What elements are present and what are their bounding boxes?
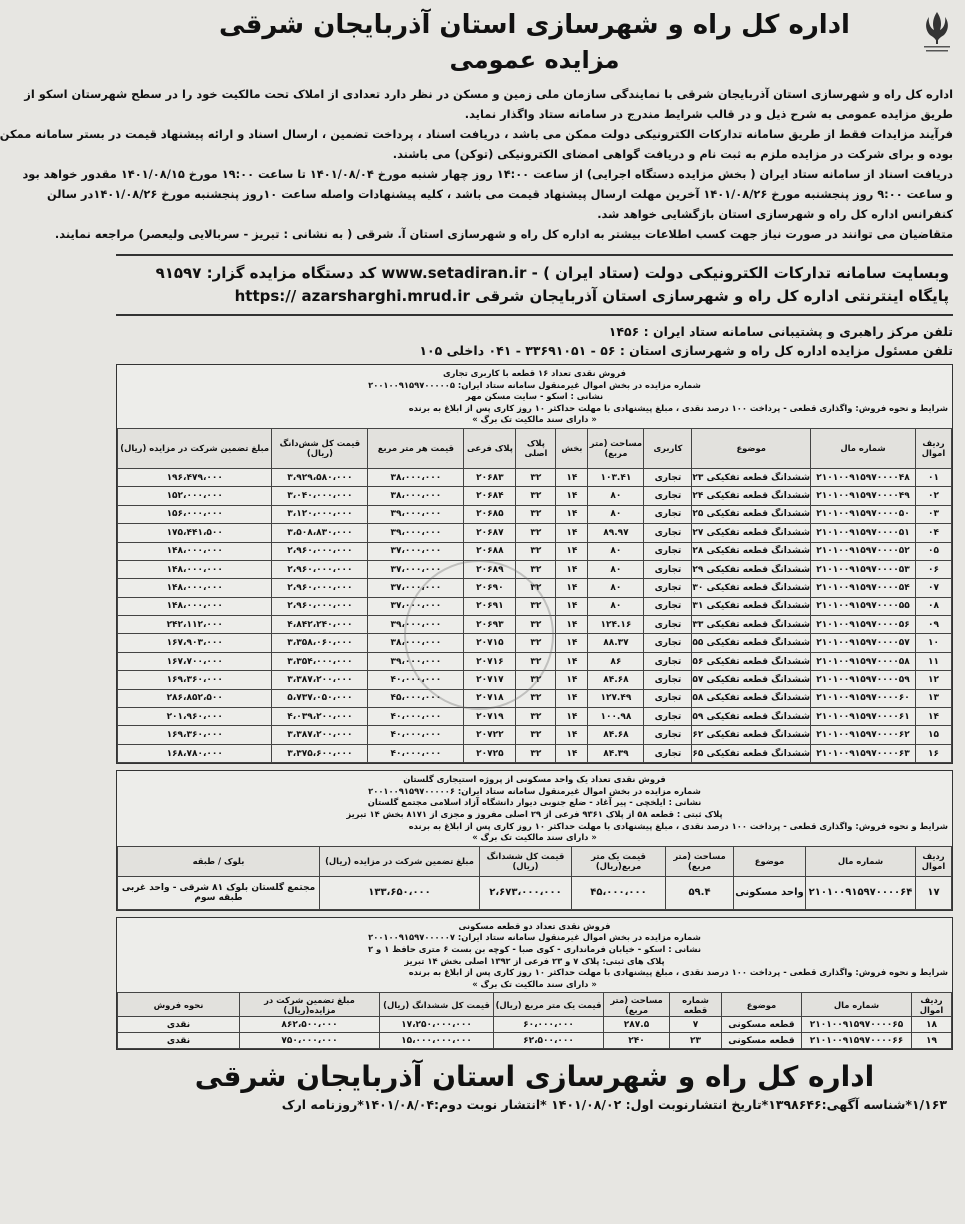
table-cell: ۴۰،۰۰۰،۰۰۰	[368, 708, 464, 726]
table-cell: ۱۴	[556, 524, 588, 542]
table-cell: ۸۹.۹۷	[588, 524, 644, 542]
table-cell: ۳،۳۵۴،۰۰۰،۰۰۰	[272, 652, 368, 670]
column-header: مبلغ تضمین شرکت در مزایده(ریال)	[240, 993, 380, 1017]
table-cell: تجاری	[644, 597, 692, 615]
table-cell: ۲۸۷.۵	[604, 1017, 670, 1033]
table-cell: ششدانگ قطعه تفکیکی ۶۵	[692, 744, 811, 762]
table-cell: ۳،۳۸۷،۲۰۰،۰۰۰	[272, 726, 368, 744]
table-cell: ۲۰۶۹۳	[464, 616, 516, 634]
table-cell: قطعه مسکونی	[722, 1033, 802, 1049]
table-cell: ششدانگ قطعه تفکیکی ۲۹	[692, 560, 811, 578]
table-cell: ۱۰۳.۴۱	[588, 468, 644, 486]
table-row	[118, 487, 952, 505]
table-cell: ۲۰۶۹۱	[464, 597, 516, 615]
section-heading: فروش نقدی تعداد دو قطعه مسکونی	[458, 920, 611, 931]
section-residential-unit	[116, 770, 953, 911]
table-cell: ۱۶۹،۳۶۰،۰۰۰	[118, 726, 272, 744]
intro-line: فرآیند مزایدات فقط از طریق سامانه تدارکات الکترونیکی دولت ممکن می باشد ، دریافت اسناد ، پرداخت تضمین ، ارسال اسناد و ارائه پیشنهاد قیمت در بستر سامانه ممکن	[0, 127, 953, 141]
table-cell: ۲۰۶۸۴	[464, 487, 516, 505]
section-residential-plots	[116, 917, 953, 1051]
table-cell: ۰۲	[916, 487, 952, 505]
table-cell: ۳۷،۰۰۰،۰۰۰	[368, 579, 464, 597]
column-header: قیمت کل ششدانگ (ریال)	[480, 846, 572, 876]
table-cell: ۲۰۶۸۸	[464, 542, 516, 560]
table-cell: تجاری	[644, 634, 692, 652]
table-cell: ۱۲	[916, 671, 952, 689]
table-cell: ۳۹،۰۰۰،۰۰۰	[368, 616, 464, 634]
table-cell: ۱۴	[556, 487, 588, 505]
table-row	[118, 524, 952, 542]
table-cell: ۱۳۳،۶۵۰،۰۰۰	[320, 876, 480, 909]
sale-terms: شرایط و نحوه فروش: واگذاری قطعی - پرداخت ۱۰۰ درصد نقدی ، مبلغ پیشنهادی با مهلت حداکثر ۱۰ روز کاری پس از ابلاغ به برنده	[408, 820, 948, 831]
table-cell: ۸۴.۶۸	[588, 726, 644, 744]
website-info-box	[116, 254, 953, 316]
auction-number: شماره مزایده در بخش اموال غیرمنقول سامانه ستاد ایران: ۲۰۰۱۰۰۹۱۵۹۷۰۰۰۰۰۵	[368, 379, 701, 390]
table-cell: ۲۰۶۹۰	[464, 579, 516, 597]
auction-number: شماره مزایده در بخش اموال غیرمنقول سامانه ستاد ایران: ۲۰۰۱۰۰۹۱۵۹۷۰۰۰۰۰۶	[368, 785, 701, 796]
table-cell: ۱۶	[916, 744, 952, 762]
table-cell: ۱۶۸،۷۸۰،۰۰۰	[118, 744, 272, 762]
table-cell: ششدانگ قطعه تفکیکی ۳۰	[692, 579, 811, 597]
table-cell: ۲۱۰۱۰۰۹۱۵۹۷۰۰۰۰۵۲	[811, 542, 916, 560]
table-cell: تجاری	[644, 689, 692, 707]
column-header: ردیف اموال	[916, 428, 952, 468]
office-website-line[interactable]: پایگاه اینترنتی اداره کل راه و شهرسازی استان آذربایجان شرقی https:// azarsharghi.mrud.ir	[234, 287, 949, 305]
table-cell: ششدانگ قطعه تفکیکی ۲۳	[692, 468, 811, 486]
title-deed-note: « دارای سند مالکیت تک برگ »	[472, 832, 597, 843]
table-cell: ۱۷	[916, 876, 952, 909]
table-cell: ۷۵۰،۰۰۰،۰۰۰	[240, 1033, 380, 1049]
column-header: شماره قطعه	[670, 993, 722, 1017]
table-cell: قطعه مسکونی	[722, 1017, 802, 1033]
page-subtitle: مزایده عمومی	[449, 46, 620, 74]
table-cell: ۲۴۰	[604, 1033, 670, 1049]
residential-plots-table	[117, 992, 952, 1049]
table-cell: ششدانگ قطعه تفکیکی ۵۸	[692, 689, 811, 707]
table-cell: ۲۸۶،۸۵۲،۵۰۰	[118, 689, 272, 707]
column-header: مساحت (متر مربع)	[604, 993, 670, 1017]
table-cell: ۱۲۷.۴۹	[588, 689, 644, 707]
table-cell: تجاری	[644, 744, 692, 762]
table-cell: ۰۹	[916, 616, 952, 634]
table-cell: ۴،۸۴۲،۲۴۰،۰۰۰	[272, 616, 368, 634]
registry-plate: پلاک ثبتی : قطعه ۵۸ از پلاک ۹۳۶۱ فرعی از ۲۹ اصلی مفروز و مجزی از ۸۱۷۱ بخش ۱۴ تبریز	[346, 809, 723, 819]
table-cell: ۲،۹۶۰،۰۰۰،۰۰۰	[272, 597, 368, 615]
table-cell: ۱۱	[916, 652, 952, 670]
table-cell: ۱۹	[912, 1033, 952, 1049]
table-cell: ۲۰۷۲۲	[464, 726, 516, 744]
table-row	[118, 560, 952, 578]
table-cell: ۱۵۶،۰۰۰،۰۰۰	[118, 505, 272, 523]
table-cell: تجاری	[644, 487, 692, 505]
table-cell: ۰۷	[916, 579, 952, 597]
table-row	[118, 505, 952, 523]
table-cell: ششدانگ قطعه تفکیکی ۵۷	[692, 671, 811, 689]
table-cell: تجاری	[644, 708, 692, 726]
table-cell: ۳،۳۵۸،۰۶۰،۰۰۰	[272, 634, 368, 652]
table-cell: ۴۰،۰۰۰،۰۰۰	[368, 726, 464, 744]
table-cell: ۱۴	[916, 708, 952, 726]
column-header: مساحت (متر مربع)	[588, 428, 644, 468]
stamp-mark	[404, 560, 554, 710]
table-cell: ۰۸	[916, 597, 952, 615]
intro-line: دریافت اسناد از سامانه ستاد ایران ( بخش مزایده دستگاه اجرایی) از ساعت ۱۴:۰۰ روز چهار شنبه مورخ ۱۴۰۱/۰۸/۰۴ تا ساعت ۱۹:۰۰ مورخ ۱۴۰۱/۰۸/۱۵ مقدور خواهد بود	[22, 167, 953, 181]
section-header	[117, 771, 952, 846]
table-cell: ۳۲	[516, 487, 556, 505]
table-cell: ۲۰۶۸۵	[464, 505, 516, 523]
table-cell: ۳۲	[516, 579, 556, 597]
table-cell: مجتمع گلستان بلوک ۸۱ شرقی - واحد غربی طبقه سوم	[118, 876, 320, 909]
support-phone: تلفن مرکز راهبری و پشتیبانی سامانه ستاد ایران : ۱۴۵۶	[608, 324, 953, 339]
table-cell: ۲۱۰۱۰۰۹۱۵۹۷۰۰۰۰۶۵	[802, 1017, 912, 1033]
table-cell: تجاری	[644, 616, 692, 634]
table-cell: ۶۲،۵۰۰،۰۰۰	[494, 1033, 604, 1049]
table-cell: ۳۹،۰۰۰،۰۰۰	[368, 505, 464, 523]
table-cell: ۶۰،۰۰۰،۰۰۰	[494, 1017, 604, 1033]
intro-line: اداره کل راه و شهرسازی استان آذربایجان شرقی با نمایندگی سازمان ملی زمین و مسکن در نظر دارد تعدادی از املاک تحت مالکیت خود را در سطح شهرستان اسکو از	[24, 87, 953, 101]
table-cell: ۱۴	[556, 708, 588, 726]
table-cell: ۰۱	[916, 468, 952, 486]
table-cell: ششدانگ قطعه تفکیکی ۵۶	[692, 652, 811, 670]
table-cell: ۱۶۷،۹۰۳،۰۰۰	[118, 634, 272, 652]
table-cell: ۲،۹۶۰،۰۰۰،۰۰۰	[272, 542, 368, 560]
column-header: شماره مال	[802, 993, 912, 1017]
table-cell: ۱۹۶،۴۷۹،۰۰۰	[118, 468, 272, 486]
table-cell: نقدی	[118, 1017, 240, 1033]
table-cell: ۲۱۰۱۰۰۹۱۵۹۷۰۰۰۰۵۹	[811, 671, 916, 689]
section-commercial-plots	[116, 364, 953, 764]
table-cell: ششدانگ قطعه تفکیکی ۵۵	[692, 634, 811, 652]
table-cell: ۲۱۰۱۰۰۹۱۵۹۷۰۰۰۰۴۸	[811, 468, 916, 486]
table-cell: ۲۱۰۱۰۰۹۱۵۹۷۰۰۰۰۵۵	[811, 597, 916, 615]
table-cell: ۲۱۰۱۰۰۹۱۵۹۷۰۰۰۰۵۶	[811, 616, 916, 634]
table-cell: ۱۰۰.۹۸	[588, 708, 644, 726]
table-cell: ۱۸	[912, 1017, 952, 1033]
table-cell: واحد مسکونی	[734, 876, 806, 909]
table-cell: ۳،۱۲۰،۰۰۰،۰۰۰	[272, 505, 368, 523]
table-cell: ۳۹،۰۰۰،۰۰۰	[368, 524, 464, 542]
table-cell: ۱۷،۲۵۰،۰۰۰،۰۰۰	[380, 1017, 494, 1033]
table-cell: ۳۲	[516, 671, 556, 689]
sale-terms: شرایط و نحوه فروش: واگذاری قطعی - پرداخت ۱۰۰ درصد نقدی ، مبلغ پیشنهادی با مهلت حداکثر ۱۰ روز کاری پس از ابلاغ به برنده	[408, 967, 948, 978]
table-cell: ۲۰۶۸۳	[464, 468, 516, 486]
table-row	[118, 708, 952, 726]
table-cell: ۱۴	[556, 634, 588, 652]
table-cell: ۱۲۴.۱۶	[588, 616, 644, 634]
table-row	[118, 726, 952, 744]
table-cell: ۳۲	[516, 744, 556, 762]
table-cell: ششدانگ قطعه تفکیکی ۳۱	[692, 597, 811, 615]
table-cell: ۱۵	[916, 726, 952, 744]
table-cell: ۲۱۰۱۰۰۹۱۵۹۷۰۰۰۰۶۳	[811, 744, 916, 762]
table-cell: ششدانگ قطعه تفکیکی ۲۸	[692, 542, 811, 560]
column-header: قیمت کل ششدانگ (ریال)	[380, 993, 494, 1017]
registry-plates: پلاک های ثبتی: پلاک ۷ و ۲۳ فرعی از ۱۳۹۲ اصلی بخش ۱۴ تبریز	[404, 955, 665, 966]
table-cell: ۸۴.۳۹	[588, 744, 644, 762]
table-row	[118, 1017, 952, 1033]
column-header: قیمت یک متر مربع(ریال)	[572, 846, 666, 876]
column-header: مبلغ تضمین شرکت در مزایده (ریال)	[320, 846, 480, 876]
table-cell: ۲۰۷۱۵	[464, 634, 516, 652]
table-cell: ۸۶	[588, 652, 644, 670]
table-cell: ۳۲	[516, 708, 556, 726]
table-cell: ششدانگ قطعه تفکیکی ۲۴	[692, 487, 811, 505]
table-cell: ۷	[670, 1017, 722, 1033]
table-cell: ۴،۰۳۹،۲۰۰،۰۰۰	[272, 708, 368, 726]
table-cell: ۲۱۰۱۰۰۹۱۵۹۷۰۰۰۰۶۴	[806, 876, 916, 909]
column-header: نحوه فروش	[118, 993, 240, 1017]
intro-line: متقاضیان می توانند در صورت نیاز جهت کسب اطلاعات بیشتر به اداره کل راه و شهرسازی استان آ. شرقی ( به نشانی : تبریز - سربالایی ولیعصر) مراجعه نمایند.	[54, 227, 953, 241]
table-cell: ۲۱۰۱۰۰۹۱۵۹۷۰۰۰۰۵۰	[811, 505, 916, 523]
column-header: مبلغ تضمین شرکت در مزایده (ریال)	[118, 428, 272, 468]
contact-phones	[116, 322, 953, 360]
table-cell: ۳،۳۷۵،۶۰۰،۰۰۰	[272, 744, 368, 762]
table-cell: ۲۱۰۱۰۰۹۱۵۹۷۰۰۰۰۶۶	[802, 1033, 912, 1049]
table-cell: ۱۴	[556, 579, 588, 597]
column-header: موضوع	[734, 846, 806, 876]
table-cell: ۲۰۱،۹۶۰،۰۰۰	[118, 708, 272, 726]
table-cell: ششدانگ قطعه تفکیکی ۵۹	[692, 708, 811, 726]
footer	[116, 1058, 953, 1114]
table-cell: ۱۴	[556, 616, 588, 634]
office-phone: تلفن مسئول مزایده اداره کل راه و شهرسازی استان : ۵۶ - ۳۳۶۹۱۰۵۱ - ۰۴۱ داخلی ۱۰۵	[419, 343, 953, 358]
table-cell: ۸۸.۳۷	[588, 634, 644, 652]
table-row	[118, 468, 952, 486]
table-cell: ۱۶۷،۷۰۰،۰۰۰	[118, 652, 272, 670]
table-cell: ۲۱۰۱۰۰۹۱۵۹۷۰۰۰۰۵۷	[811, 634, 916, 652]
residential-unit-table	[117, 846, 952, 910]
table-cell: ۲۳	[670, 1033, 722, 1049]
table-cell: ۱۴	[556, 689, 588, 707]
intro-line: طریق مزایده عمومی به شرح ذیل و در قالب شرایط مندرج در سامانه ستاد واگذار نماید.	[464, 107, 953, 121]
address: نشانی : اسکو - خیابان فرمانداری - کوی صبا - کوچه بن بست ۶ متری حافظ ۱ و ۲	[368, 943, 701, 954]
table-cell: ۱۵،۰۰۰،۰۰۰،۰۰۰	[380, 1033, 494, 1049]
section-heading: فروش نقدی تعداد یک واحد مسکونی از پروژه استیجاری گلستان	[403, 774, 666, 785]
table-cell: ۳۷،۰۰۰،۰۰۰	[368, 542, 464, 560]
table-cell: ۲،۶۷۳،۰۰۰،۰۰۰	[480, 876, 572, 909]
table-cell: ۰۵	[916, 542, 952, 560]
table-cell: ۳،۵۰۸،۸۳۰،۰۰۰	[272, 524, 368, 542]
address: نشانی : اسکو - سایت مسکن مهر	[465, 391, 604, 402]
table-cell: ۵۹.۴	[666, 876, 734, 909]
intro-paragraph	[0, 84, 953, 244]
table-cell: تجاری	[644, 560, 692, 578]
table-cell: ۳۲	[516, 616, 556, 634]
title-deed-note: « دارای سند مالکیت تک برگ »	[472, 978, 597, 989]
table-cell: ۳۷،۰۰۰،۰۰۰	[368, 560, 464, 578]
table-cell: ۳۲	[516, 468, 556, 486]
column-header: پلاک اصلی	[516, 428, 556, 468]
table-cell: ۳۲	[516, 542, 556, 560]
column-header: ردیف اموال	[916, 846, 952, 876]
table-cell: ۲۰۶۸۹	[464, 560, 516, 578]
table-cell: ۱۴	[556, 744, 588, 762]
table-cell: ۰۳	[916, 505, 952, 523]
column-header: شماره مال	[811, 428, 916, 468]
table-cell: ۱۴	[556, 542, 588, 560]
address: نشانی : ایلخچی - پیر آغاد - ضلع جنوبی دیوار دانشگاه آزاد اسلامی مجتمع گلستان	[367, 797, 702, 808]
section-header	[117, 918, 952, 993]
section-header	[117, 365, 952, 428]
table-row	[118, 744, 952, 762]
table-cell: ۸۴.۶۸	[588, 671, 644, 689]
table-cell: ۳۲	[516, 524, 556, 542]
table-cell: تجاری	[644, 542, 692, 560]
column-header: موضوع	[722, 993, 802, 1017]
column-header: شماره مال	[806, 846, 916, 876]
table-cell: ۲۱۰۱۰۰۹۱۵۹۷۰۰۰۰۵۱	[811, 524, 916, 542]
table-cell: ۲۱۰۱۰۰۹۱۵۹۷۰۰۰۰۴۹	[811, 487, 916, 505]
table-cell: ۱۴۸،۰۰۰،۰۰۰	[118, 597, 272, 615]
table-cell: ۲۱۰۱۰۰۹۱۵۹۷۰۰۰۰۵۸	[811, 652, 916, 670]
table-cell: ۸۰	[588, 542, 644, 560]
table-cell: ۸۰	[588, 579, 644, 597]
table-cell: ۳۸،۰۰۰،۰۰۰	[368, 634, 464, 652]
column-header: مساحت (متر مربع)	[666, 846, 734, 876]
table-cell: ۳۲	[516, 652, 556, 670]
intro-line: بوده و برای شرکت در مزایده ملزم به ثبت نام و دریافت گواهی امضای الکترونیکی (توکن) می باشند.	[392, 147, 953, 161]
column-header: کاربری	[644, 428, 692, 468]
column-header: قیمت یک متر مربع (ریال)	[494, 993, 604, 1017]
table-cell: تجاری	[644, 652, 692, 670]
table-cell: ۱۴	[556, 505, 588, 523]
auction-number: شماره مزایده در بخش اموال غیرمنقول سامانه ستاد ایران: ۲۰۰۱۰۰۹۱۵۹۷۰۰۰۰۰۷	[368, 932, 701, 943]
table-cell: ۳۸،۰۰۰،۰۰۰	[368, 468, 464, 486]
table-cell: ۴۰،۰۰۰،۰۰۰	[368, 671, 464, 689]
table-cell: تجاری	[644, 505, 692, 523]
table-cell: ۲،۹۶۰،۰۰۰،۰۰۰	[272, 560, 368, 578]
column-header: بخش	[556, 428, 588, 468]
table-cell: ۳۲	[516, 689, 556, 707]
table-cell: ۳۲	[516, 505, 556, 523]
page-title: اداره کل راه و شهرسازی استان آذربایجان شرقی	[219, 10, 850, 40]
table-cell: تجاری	[644, 671, 692, 689]
table-cell: ۱۴	[556, 726, 588, 744]
table-row	[118, 689, 952, 707]
intro-line: کنفرانس اداره کل راه و شهرسازی استان بازگشایی خواهد شد.	[597, 207, 953, 221]
table-cell: ۸۶۲،۵۰۰،۰۰۰	[240, 1017, 380, 1033]
footer-title: اداره کل راه و شهرسازی استان آذربایجان شرقی	[194, 1060, 875, 1094]
column-header: پلاک فرعی	[464, 428, 516, 468]
table-cell: ۱۴۸،۰۰۰،۰۰۰	[118, 560, 272, 578]
table-row	[118, 542, 952, 560]
column-header: قیمت کل شش‌دانگ (ریال)	[272, 428, 368, 468]
table-cell: ۱۴۸،۰۰۰،۰۰۰	[118, 542, 272, 560]
table-cell: ۱۴	[556, 560, 588, 578]
table-cell: نقدی	[118, 1033, 240, 1049]
iran-emblem-icon	[920, 8, 954, 58]
title-deed-note: « دارای سند مالکیت تک برگ »	[472, 414, 597, 425]
table-row	[118, 876, 952, 909]
table-cell: ۳۲	[516, 597, 556, 615]
publication-info: ۱/۱۶۳*شناسه آگهی:۱۳۹۸۶۴۶*تاریخ انتشارنوبت اول: ۱۴۰۱/۰۸/۰۲ *انتشار نوبت دوم:۱۴۰۱/۰۸/۰۴*روزنامه ارک	[281, 1097, 947, 1113]
table-cell: تجاری	[644, 726, 692, 744]
table-cell: ۱۴	[556, 468, 588, 486]
table-cell: ۱۷۵،۴۴۱،۵۰۰	[118, 524, 272, 542]
table-cell: ۴۰،۰۰۰،۰۰۰	[368, 744, 464, 762]
column-header: قیمت هر متر مربع	[368, 428, 464, 468]
sale-terms: شرایط و نحوه فروش: واگذاری قطعی - پرداخت ۱۰۰ درصد نقدی ، مبلغ پیشنهادی با مهلت حداکثر ۱۰ روز کاری پس از ابلاغ به برنده	[408, 402, 948, 413]
table-cell: ۰۴	[916, 524, 952, 542]
table-cell: ۱۰	[916, 634, 952, 652]
table-cell: ۱۴۸،۰۰۰،۰۰۰	[118, 579, 272, 597]
table-cell: ۲۰۷۱۶	[464, 652, 516, 670]
table-cell: ششدانگ قطعه تفکیکی ۲۵	[692, 505, 811, 523]
table-cell: ۳،۹۲۹،۵۸۰،۰۰۰	[272, 468, 368, 486]
table-cell: تجاری	[644, 579, 692, 597]
table-cell: ۰۶	[916, 560, 952, 578]
table-cell: ۲،۹۶۰،۰۰۰،۰۰۰	[272, 579, 368, 597]
section-heading: فروش نقدی تعداد ۱۶ قطعه با کاربری تجاری	[442, 368, 627, 378]
table-cell: ۱۶۹،۳۶۰،۰۰۰	[118, 671, 272, 689]
table-cell: ۴۵،۰۰۰،۰۰۰	[368, 689, 464, 707]
table-cell: ۲۰۷۱۹	[464, 708, 516, 726]
table-cell: ۸۰	[588, 597, 644, 615]
table-cell: ۲۱۰۱۰۰۹۱۵۹۷۰۰۰۰۶۲	[811, 726, 916, 744]
table-cell: ششدانگ قطعه تفکیکی ۲۷	[692, 524, 811, 542]
table-cell: ۲۱۰۱۰۰۹۱۵۹۷۰۰۰۰۶۱	[811, 708, 916, 726]
table-cell: ۱۵۲،۰۰۰،۰۰۰	[118, 487, 272, 505]
table-cell: ۲۰۷۱۷	[464, 671, 516, 689]
table-cell: ۲۴۲،۱۱۲،۰۰۰	[118, 616, 272, 634]
table-row	[118, 1033, 952, 1049]
intro-line: و ساعت ۹:۰۰ روز پنجشنبه مورخ ۱۴۰۱/۰۸/۲۶ آخرین مهلت ارسال پیشنهاد قیمت می باشد ، کلیه پیشنهادات واصله ساعت ۱۰روز پنجشنبه مورخ ۱۴۰۱/۰۸/۲۶در سالن	[47, 187, 953, 201]
table-cell: ۳۲	[516, 560, 556, 578]
table-cell: ۲۱۰۱۰۰۹۱۵۹۷۰۰۰۰۵۴	[811, 579, 916, 597]
table-cell: ۳۸،۰۰۰،۰۰۰	[368, 487, 464, 505]
table-cell: ۸۰	[588, 487, 644, 505]
table-cell: ۵،۷۳۷،۰۵۰،۰۰۰	[272, 689, 368, 707]
column-header: بلوک / طبقه	[118, 846, 320, 876]
column-header: ردیف اموال	[912, 993, 952, 1017]
table-cell: ششدانگ قطعه تفکیکی ۶۲	[692, 726, 811, 744]
table-cell: ۱۴	[556, 597, 588, 615]
table-cell: ۱۴	[556, 671, 588, 689]
table-cell: ۳۹،۰۰۰،۰۰۰	[368, 652, 464, 670]
table-cell: ۸۰	[588, 505, 644, 523]
table-cell: ۳۷،۰۰۰،۰۰۰	[368, 597, 464, 615]
table-cell: ۱۳	[916, 689, 952, 707]
table-cell: ۱۴	[556, 652, 588, 670]
setad-website-line[interactable]: وبسایت سامانه تدارکات الکترونیکی دولت (ستاد ایران ) - www.setadiran.ir کد دستگاه مزایده گزار: ۹۱۵۹۷	[155, 264, 949, 282]
table-cell: ۸۰	[588, 560, 644, 578]
table-cell: ۲۰۷۱۸	[464, 689, 516, 707]
table-cell: تجاری	[644, 468, 692, 486]
table-cell: ۳،۳۸۷،۲۰۰،۰۰۰	[272, 671, 368, 689]
table-cell: ۴۵،۰۰۰،۰۰۰	[572, 876, 666, 909]
table-cell: تجاری	[644, 524, 692, 542]
table-cell: ۲۱۰۱۰۰۹۱۵۹۷۰۰۰۰۵۳	[811, 560, 916, 578]
column-header: موضوع	[692, 428, 811, 468]
table-cell: ۲۰۶۸۷	[464, 524, 516, 542]
table-cell: ۳۲	[516, 726, 556, 744]
table-cell: ۲۰۷۲۵	[464, 744, 516, 762]
table-cell: ۳،۰۴۰،۰۰۰،۰۰۰	[272, 487, 368, 505]
table-cell: ششدانگ قطعه تفکیکی ۳۳	[692, 616, 811, 634]
table-cell: ۳۲	[516, 634, 556, 652]
table-cell: ۲۱۰۱۰۰۹۱۵۹۷۰۰۰۰۶۰	[811, 689, 916, 707]
